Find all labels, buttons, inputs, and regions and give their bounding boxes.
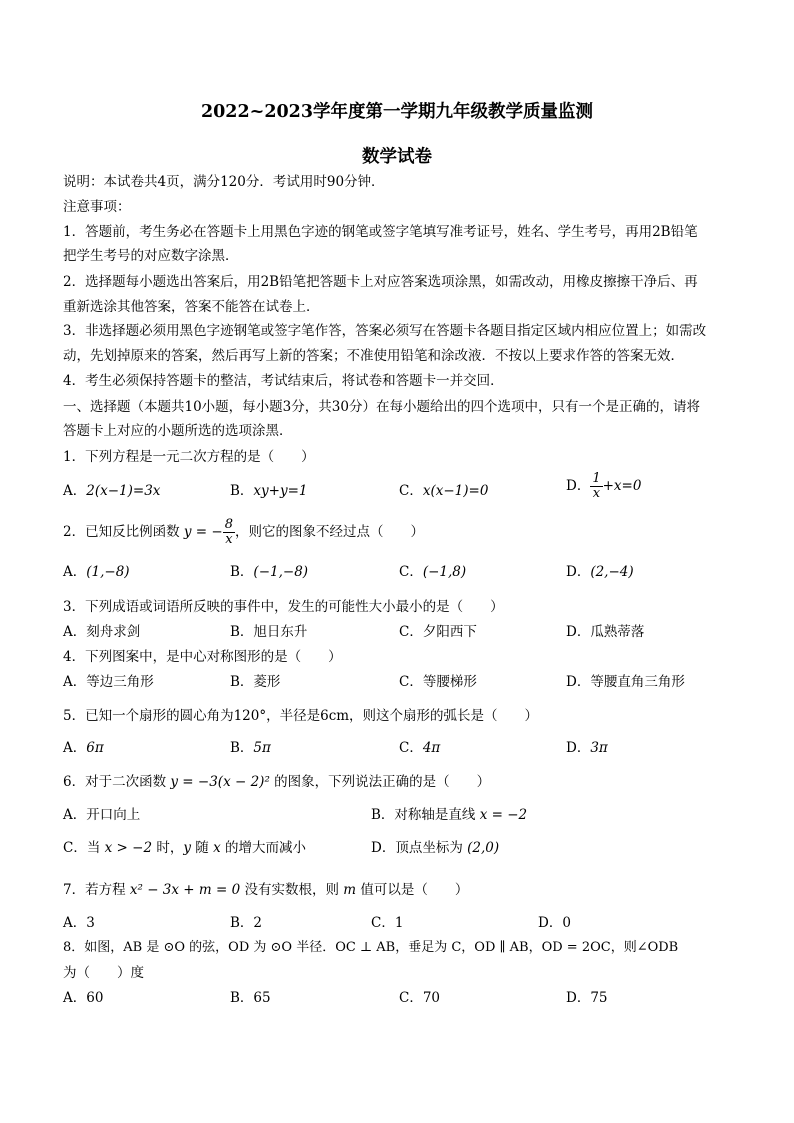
- question-3-option-d: D．瓜熟蒂落: [566, 624, 645, 640]
- question-7-option-b: B．2: [230, 915, 263, 931]
- question-4-option-a: A．等边三角形: [63, 674, 154, 690]
- option-math: 2(x−1)=3x: [86, 483, 161, 499]
- notice-item: 2．选择题每小题选出答案后，用2B铅笔把答题卡上对应答案选项涂黑，如需改动，用橡皮擦擦干净后、再: [63, 274, 698, 290]
- notice-item: 重新选涂其他答案，答案不能答在试卷上．: [63, 299, 320, 315]
- option-label: D．: [566, 478, 591, 494]
- question-8-option-b: B．65: [230, 990, 271, 1006]
- question-3-option-c: C．夕阳西下: [399, 624, 477, 640]
- notice-item: 1．答题前，考生务必在答题卡上用黑色字迹的钢笔或签字笔填写准考证号，姓名、学生考号，再用2B铅笔: [63, 224, 698, 240]
- notice-item: 3．非选择题必须用黑色字迹钢笔或签字笔作答，答案必须写在答题卡各题目指定区域内相应位置上；如需改: [63, 323, 707, 339]
- question-4-option-b: B．菱形: [230, 674, 281, 690]
- question-6-option-b: B．对称轴是直线 x = −2: [371, 807, 528, 823]
- option-label: A．: [63, 483, 87, 499]
- question-8-stem-cont: 为（ ）度: [63, 965, 144, 981]
- question-4-option-d: D．等腰直角三角形: [566, 674, 685, 690]
- question-7-stem: 7．若方程 x² − 3x + m = 0 没有实数根，则 m 值可以是（ ）: [63, 882, 469, 898]
- question-2-option-a: A．(1,−8): [63, 564, 130, 580]
- question-1-option-d: [566, 472, 641, 501]
- question-1-option-b: [230, 481, 308, 501]
- question-6-stem: 6．对于二次函数 y = −3(x − 2)² 的图象，下列说法正确的是（ ）: [63, 774, 491, 790]
- question-3-option-a: A．刻舟求剑: [63, 624, 141, 640]
- question-6-option-a: A．开口向上: [63, 807, 141, 823]
- notice-item: 动，先划掉原来的答案，然后再写上新的答案；不准使用铅笔和涂改液．不按以上要求作答的答案无效．: [63, 348, 684, 364]
- question-6-option-d: D．顶点坐标为 (2,0): [371, 840, 500, 856]
- notice-item: 4．考生必须保持答题卡的整洁，考试结束后，将试卷和答题卡一并交回．: [63, 373, 504, 389]
- section-heading: 一、选择题（本题共10小题，每小题3分，共30分）在每小题给出的四个选项中，只有一个是正确的，请将: [63, 399, 700, 415]
- question-7-option-c: C．1: [371, 915, 404, 931]
- question-7-option-d: D．0: [538, 915, 571, 931]
- question-1-option-a: [63, 481, 160, 501]
- question-2-option-c: C．(−1,8): [399, 564, 467, 580]
- fraction: $\frac{8}{x}$: [224, 517, 234, 547]
- exam-subtitle: 数学试卷: [362, 147, 432, 167]
- question-8-option-d: D．75: [566, 990, 608, 1006]
- option-math: +x=0: [602, 478, 642, 494]
- question-8-option-a: A．60: [63, 990, 104, 1006]
- exam-note: 说明：本试卷共4页，满分120分．考试用时90分钟．: [63, 174, 385, 190]
- notice-heading: 注意事项：: [63, 199, 131, 215]
- question-8-option-c: C．70: [399, 990, 441, 1006]
- question-8-stem: 8．如图，AB 是 ⊙O 的弦，OD 为 ⊙O 半径．OC ⊥ AB，垂足为 C，OD ∥ AB，OD = 2OC，则∠ODB: [63, 940, 679, 955]
- question-4-option-c: C．等腰梯形: [399, 674, 477, 690]
- question-1-stem: 1．下列方程是一元二次方程的是（ ）: [63, 449, 315, 465]
- option-math: xy+y=1: [253, 483, 308, 499]
- function-expression: y = −: [183, 524, 223, 540]
- question-6-option-c: C．当 x > −2 时，y 随 x 的增大而减小: [63, 840, 306, 856]
- fraction: $\frac{1}{x}$: [592, 471, 601, 501]
- question-5-option-a: A．6π: [63, 740, 104, 756]
- question-3-stem: 3．下列成语或词语所反映的事件中，发生的可能性大小最小的是（ ）: [63, 599, 504, 615]
- question-3-option-b: B．旭日东升: [230, 624, 308, 640]
- question-2-option-d: D．(2,−4): [566, 564, 634, 580]
- option-label: C．: [399, 483, 423, 499]
- question-2-option-b: B．(−1,−8): [230, 564, 309, 580]
- question-4-stem: 4．下列图案中，是中心对称图形的是（ ）: [63, 649, 342, 665]
- exam-title: 2022~2023学年度第一学期九年级教学质量监测: [200, 102, 594, 122]
- notice-item: 把学生考号的对应数字涂黑．: [63, 248, 239, 264]
- function-expression: y = −3(x − 2)²: [170, 774, 270, 790]
- option-label: B．: [230, 483, 254, 499]
- equation: x² − 3x + m = 0: [129, 882, 241, 898]
- question-1-option-c: [399, 481, 488, 501]
- question-5-option-c: C．4π: [399, 740, 441, 756]
- question-5-option-b: B．5π: [230, 740, 271, 756]
- question-2-stem: 2．已知反比例函数 y = − $\frac{8}{x}$ ，则它的图象不经过点（ ）: [63, 517, 425, 547]
- question-5-stem: 5．已知一个扇形的圆心角为120°，半径是6cm，则这个扇形的弧长是（ ）: [63, 708, 539, 724]
- question-7-option-a: A．3: [63, 915, 95, 931]
- option-math: x(x−1)=0: [422, 483, 489, 499]
- question-5-option-d: D．3π: [566, 740, 608, 756]
- section-instructions: 答题卡上对应的小题所选的选项涂黑．: [63, 423, 293, 439]
